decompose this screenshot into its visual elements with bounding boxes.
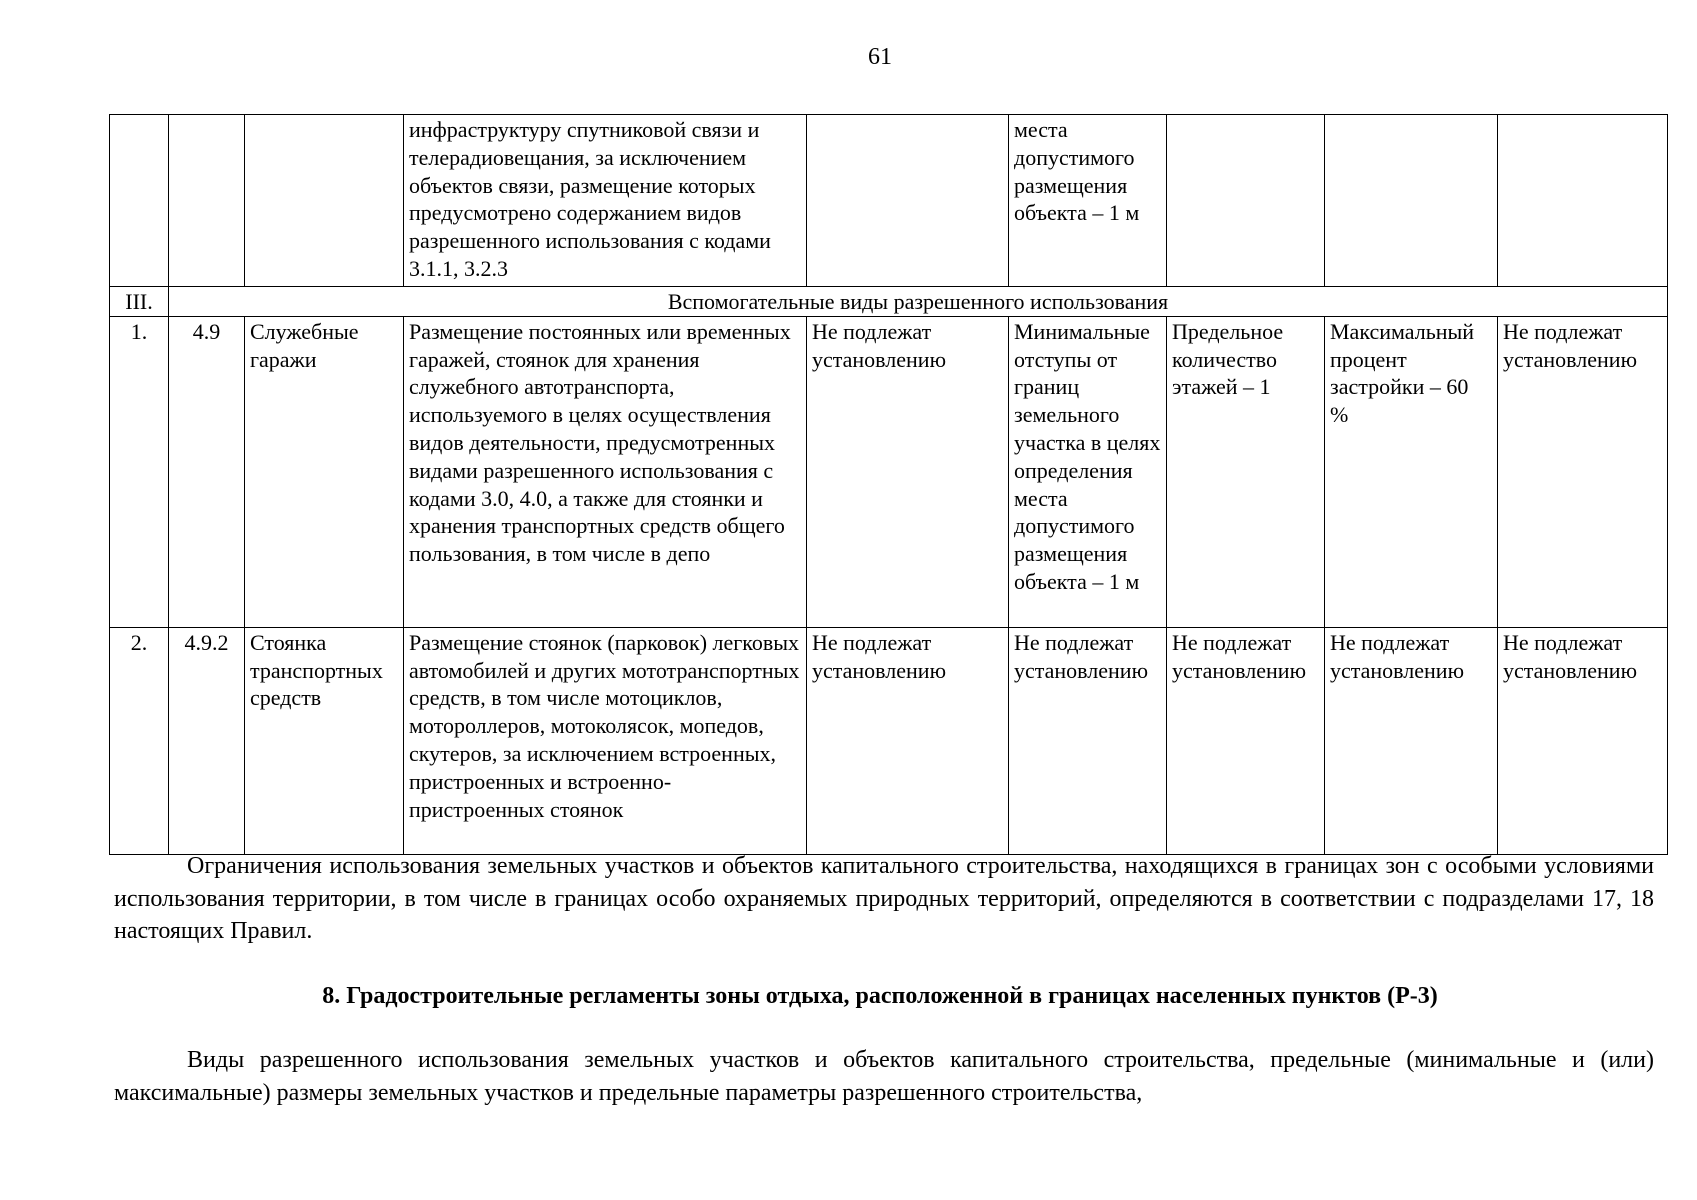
cell-coverage <box>1325 115 1498 287</box>
cell-num: 1. <box>110 316 169 627</box>
cell-floors: Не подлежат установлению <box>1167 627 1325 854</box>
restrictions-paragraph-block <box>114 850 1654 948</box>
cell-coverage: Максимальный процент застройки – 60 % <box>1325 316 1498 627</box>
cell-code <box>169 115 245 287</box>
cell-setbacks: места допустимого размещения объекта – 1 м <box>1009 115 1167 287</box>
cell-num <box>110 115 169 287</box>
table-row <box>110 316 1668 627</box>
cell-setbacks: Минимальные отступы от границ земельного участка в целях определения места допустимого размещения объекта – 1 м <box>1009 316 1167 627</box>
cell-name: Стоянка транспортных средств <box>245 627 404 854</box>
cell-other: Не подлежат установлению <box>1498 316 1668 627</box>
cell-name: Служебные гаражи <box>245 316 404 627</box>
table-row-continuation <box>110 115 1668 287</box>
page-number: 61 <box>868 44 892 70</box>
intro-paragraph: Виды разрешенного использования земельных участков и объектов капитального строительства, предельные (минимальные и (или) максимальные) размеры земельных участков и предельные параметры разрешенного строительства, <box>114 1047 1654 1106</box>
regulations-table <box>109 114 1668 855</box>
cell-code: 4.9 <box>169 316 245 627</box>
cell-description: инфраструктуру спутниковой связи и телерадиовещания, за исключением объектов связи, размещение которых предусмотрено содержанием видов разрешенного использования с кодами 3.1.1, 3.2.3 <box>404 115 807 287</box>
cell-coverage: Не подлежат установлению <box>1325 627 1498 854</box>
cell-other <box>1498 115 1668 287</box>
cell-name <box>245 115 404 287</box>
cell-code: 4.9.2 <box>169 627 245 854</box>
section-heading: 8. Градостроительные регламенты зоны отдыха, расположенной в границах населенных пунктов (Р-3) <box>322 983 1438 1009</box>
cell-plot-size: Не подлежат установлению <box>807 627 1009 854</box>
cell-plot-size: Не подлежат установлению <box>807 316 1009 627</box>
table-row-section <box>110 287 1668 317</box>
section-number: III. <box>110 287 169 317</box>
cell-floors <box>1167 115 1325 287</box>
cell-other: Не подлежат установлению <box>1498 627 1668 854</box>
cell-plot-size <box>807 115 1009 287</box>
table-row <box>110 627 1668 854</box>
cell-num: 2. <box>110 627 169 854</box>
section-title: Вспомогательные виды разрешенного использования <box>169 287 1668 317</box>
cell-setbacks: Не подлежат установлению <box>1009 627 1167 854</box>
intro-paragraph-block <box>114 1044 1654 1109</box>
cell-description: Размещение стоянок (парковок) легковых автомобилей и других мототранспортных средств, в том числе мотоциклов, мотороллеров, мотоколясок, мопедов, скутеров, за исключением встроенных, пристроенных и встроенно-пристроенных стоянок <box>404 627 807 854</box>
restrictions-paragraph: Ограничения использования земельных участков и объектов капитального строительства, находящихся в границах зон с особыми условиями использования территории, в том числе в границах особо охраняемых природных территорий, определяются в соответствии с подразделами 17, 18 настоящих Правил. <box>114 853 1654 944</box>
cell-floors: Предельное количество этажей – 1 <box>1167 316 1325 627</box>
cell-description: Размещение постоянных или временных гаражей, стоянок для хранения служебного автотранспорта, используемого в целях осуществления видов деятельности, предусмотренных видами разрешенного использования с кодами 3.0, 4.0, а также для стоянки и хранения транспортных средств общего пользования, в том числе в депо <box>404 316 807 627</box>
